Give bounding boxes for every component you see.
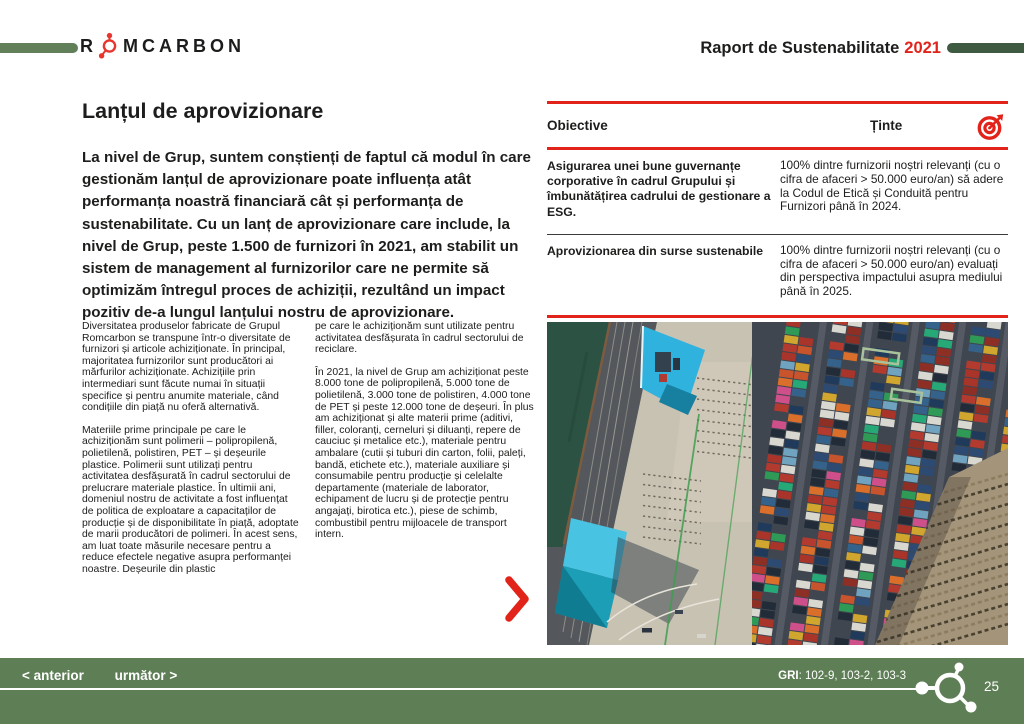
report-title-text: Raport de Sustenabilitate xyxy=(700,39,900,57)
report-title xyxy=(700,39,941,58)
target-cell: 100% dintre furnizorii noștri relevanți (cu o cifra de afaceri > 50.000 euro/an) evaluați din perspectiva impactului asupra mediului până în 2025. xyxy=(780,242,1003,299)
objectives-table xyxy=(547,101,1008,318)
page-title: Lanțul de aprovizionare xyxy=(82,99,324,123)
next-chevron-icon[interactable] xyxy=(504,575,531,623)
target-cell: 100% dintre furnizorii noștri relevanți (cu o cifra de afaceri > 50.000 euro/an) să adere la Codul de Etică și Conduită pentru Furnizori până în 2024. xyxy=(780,158,1004,214)
footer-divider-line xyxy=(0,688,922,690)
logo-prefix: R xyxy=(80,35,97,56)
target-arrow-icon xyxy=(976,112,1006,142)
gri-codes: : 102-9, 103-2, 103-3 xyxy=(798,670,906,682)
body-column-1 xyxy=(82,321,301,586)
objectives-table-header xyxy=(547,104,1008,150)
molecule-icon xyxy=(98,32,121,60)
header-left-green-bar xyxy=(0,43,78,53)
column-header-targets: Ținte xyxy=(870,118,903,133)
paragraph: Diversitatea produselor fabricate de Grupul Romcarbon se transpune într-o diversitate de furnizori și articole achiziționate. În principal, majoritatea furnizorilor sunt producători ai mărfurilor achiziționate. Achizițiile prin intermediari sunt făcute numai în situații specifice și pentru anumite materiale, când condițiile din piață nu oferă alternativă. xyxy=(82,321,291,414)
column-header-objectives: Obiective xyxy=(547,118,608,133)
molecule-icon xyxy=(910,661,982,719)
footer-navigation xyxy=(22,668,177,683)
intro-paragraph: La nivel de Grup, suntem conștienți de faptul că modul în care gestionăm lanțul de aprovizionare poate influența atât performanța noastră financiară cât și performanța de sustenabilitate. Cu un lanț de aprovizionare care include, la nivel de Grup, peste 1.500 de furnizori în 2021, am stabilit un sistem de management al furnizorilor care ne permite să optimizăm întregul proces de achiziții, rezultând un impact pozitiv de-a lungul lanțului nostru de aprovizionare. xyxy=(82,149,531,322)
table-row xyxy=(547,150,1008,235)
body-columns xyxy=(82,321,534,586)
objective-cell: Aprovizionarea din surse sustenabile xyxy=(547,243,764,258)
body-column-2 xyxy=(315,321,534,586)
port-aerial-photo xyxy=(547,322,1008,645)
table-row xyxy=(547,235,1008,318)
header-right-green-bar xyxy=(947,43,1024,53)
report-year: 2021 xyxy=(904,39,941,57)
objective-cell: Asigurarea unei bune guvernanțe corporative în cadrul Grupului și îmbunătățirea cadrului de gestionare a ESG. xyxy=(547,159,771,219)
page-number: 25 xyxy=(984,679,1000,694)
gri-reference xyxy=(690,670,906,682)
paragraph: Materiile prime principale pe care le achiziționăm sunt polimerii – polipropilenă, polietilenă, polistiren, PET – și deșeurile plastice. Polimerii sunt utilizați pentru activitatea desfășurată în cadrul sectorului de prelucrare materiale plastice. În ultimii ani, domeniul nostru de activitate a fost influențat de politica de exploatare a capacitaților de producție și de disponibilitate în piață, adoptate de marii producători de polimeri. În acest sens, am luat toate măsurile necesare pentru a reduce efectele negative asupra performanței noastre. Deșeurile din plastic xyxy=(82,424,299,575)
previous-page-link[interactable]: < anterior xyxy=(22,668,84,683)
paragraph: În 2021, la nivel de Grup am achiziționat peste 8.000 tone de polipropilenă, 5.000 tone de polietilenă, 3.000 tone de polistiren, 4.000 tone de PET și peste 12.000 tone de deșeuri. În plus am achiziționat și alte materii prime (aditivi, filler, coloranți, cerneluri și diluanți, repere de cauciuc și metalice etc.), materiale pentru ambalare (cutii și tuburi din carton, folii, paleți, bandă, etichete etc.), materiale auxiliare și consumabile pentru producție și celelalte departamente (materiale de laborator, echipament de lucru și de protecție pentru angajați, birotica etc.), piese de schimb, combustibil pentru mijloacele de transport intern. xyxy=(315,366,534,541)
logo-suffix: MCARBON xyxy=(123,35,245,56)
paragraph: pe care le achiziționăm sunt utilizate pentru activitatea desfășurata în cadrul sectorului de reciclare. xyxy=(315,321,524,356)
footer-bar xyxy=(0,658,1024,724)
gri-label: GRI xyxy=(778,670,799,682)
romcarbon-logo xyxy=(80,31,245,61)
next-page-link[interactable]: următor > xyxy=(114,668,178,683)
